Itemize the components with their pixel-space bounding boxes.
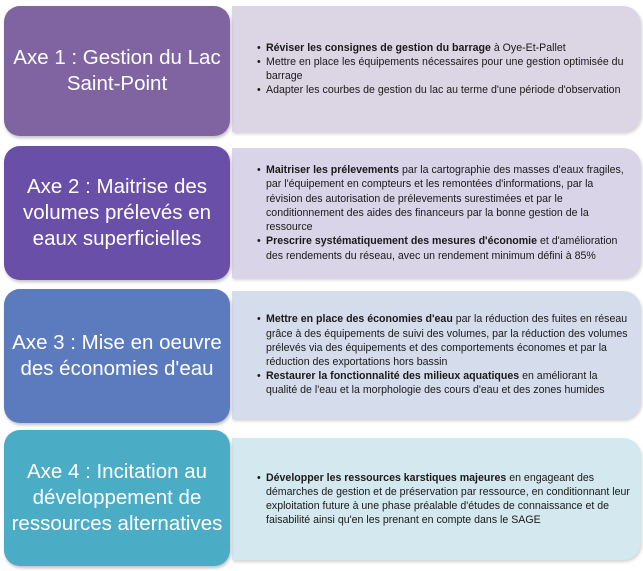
axe-2-bullet-2-text: et d'amélioration des rendements du réseau, avec un rendement minimum défini à 85% — [266, 235, 618, 262]
axe-3-row — [0, 289, 643, 423]
axe-3-bullet-1-text: par la réduction des fuites en réseau grâce à des équipements de suivi des volumes, par la réduction des volumes prélevés via des équipements et des comportements économes et par la réduction des exportations hors bassin — [266, 313, 628, 368]
axe-4-panel — [232, 438, 641, 560]
axe-2-bullet-1 — [258, 163, 631, 234]
axe-3-bullet-2-text: en améliorant la qualité de l'eau et la morphologie des cours d'eau et des zones humides — [266, 370, 605, 397]
axe-1-bullet-3 — [258, 83, 631, 97]
axe-4-box — [4, 430, 230, 566]
axe-2-title: Axe 2 : Maitrise des volumes prélevés en eaux superficielles — [22, 175, 211, 250]
axe-2-panel — [232, 148, 641, 278]
axe-2-bullet-1-text: par la cartographie des masses d'eaux fragiles, par l'équipement en compteurs et les remontées d'informations, par la révision des autorisation de prélevements surestimées et par le conditionnement des aides des financeurs par la bonne gestion de la ressource — [266, 164, 624, 234]
axe-3-box — [4, 289, 230, 423]
axe-1-panel — [232, 6, 641, 132]
axe-3-title: Axe 3 : Mise en oeuvre des économies d'eau — [12, 331, 222, 380]
axe-3-bullet-1 — [258, 312, 631, 369]
axe-1-row — [0, 6, 643, 136]
axe-2-bullet-1-bold: Maitriser les prélevements — [266, 164, 400, 177]
axe-1-bullet-2-text: Mettre en place les équipements nécessaires pour une gestion optimisée du barrage — [266, 55, 624, 82]
axe-1-bullet-2 — [258, 55, 631, 83]
axe-1-bullet-3-text: Adapter les courbes de gestion du lac au terme d'une période d'observation — [266, 84, 621, 97]
axe-2-row — [0, 146, 643, 280]
axe-1-box — [4, 6, 230, 136]
axe-4-title: Axe 4 : Incitation au développement de ressources alternatives — [11, 460, 223, 535]
axe-1-bullet-1-bold: Réviser les consignes de gestion du barrage — [266, 41, 491, 54]
axe-4-bullet-1 — [258, 471, 631, 528]
axe-3-bullet-2-bold: Restaurer la fonctionnalité des milieux aquatiques — [266, 370, 520, 383]
axe-1-bullet-1-text: à Oye-Et-Pallet — [490, 41, 566, 54]
axe-3-panel — [232, 291, 641, 419]
axe-2-bullet-2-bold: Prescrire systématiquement des mesures d'économie — [266, 235, 538, 248]
axe-4-bullet-1-bold: Développer les ressources karstiques majeures — [266, 471, 507, 484]
axe-1-title: Axe 1 : Gestion du Lac Saint-Point — [13, 46, 221, 95]
axe-4-bullet-1-text: en engageant des démarches de gestion et de préservation par ressource, en conditionnant leur exploitation future à une phase préalable d'études de connaissance et de faisabilité ainsi qu'en les prenant en compte dans le SAGE — [266, 471, 630, 527]
axe-2-box — [4, 146, 230, 280]
axe-2-bullet-2 — [258, 234, 631, 262]
axe-1-bullet-1 — [258, 41, 631, 55]
axe-3-bullet-2 — [258, 369, 631, 397]
axe-4-row — [0, 430, 643, 566]
axe-3-bullet-1-bold: Mettre en place des économies d'eau — [266, 313, 453, 326]
